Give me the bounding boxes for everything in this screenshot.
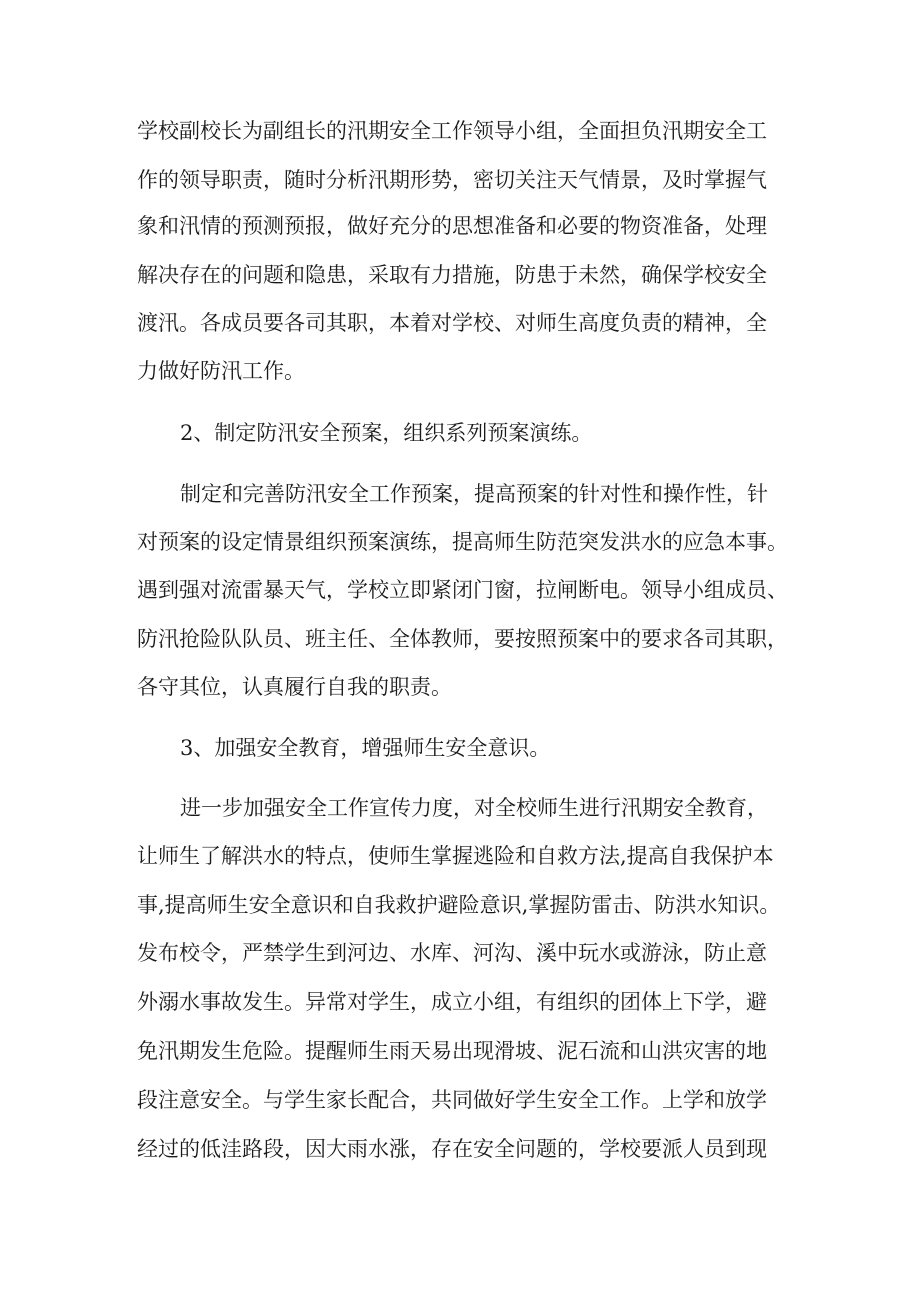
paragraph-2-line-4: 防汛抢险队队员、班主任、全体教师，要按照预案中的要求各司其职， — [137, 627, 788, 651]
paragraph-1-line-1: 学校副校长为副组长的汛期安全工作领导小组，全面担负汛期安全工 — [137, 119, 767, 143]
paragraph-3-line-4: 发布校令，严禁学生到河边、水库、河沟、溪中玩水或游泳，防止意 — [137, 941, 767, 965]
paragraph-3-line-3: 事,提高师生安全意识和自我救护避险意识,掌握防雷击、防洪水知识。 — [137, 893, 781, 917]
paragraph-3-line-1: 进一步加强安全工作宣传力度，对全校师生进行汛期安全教育， — [180, 796, 768, 820]
section-heading-3: 3、加强安全教育，增强师生安全意识。 — [180, 736, 551, 760]
paragraph-3-line-6: 免汛期发生危险。提醒师生雨天易出现滑坡、泥石流和山洪灾害的地 — [137, 1039, 767, 1063]
paragraph-3-line-5: 外溺水事故发生。异常对学生，成立小组，有组织的团体上下学，避 — [137, 990, 767, 1014]
paragraph-3-line-7: 段注意安全。与学生家长配合，共同做好学生安全工作。上学和放学 — [137, 1088, 767, 1112]
paragraph-2-line-5: 各守其位，认真履行自我的职责。 — [137, 675, 452, 699]
paragraph-1-line-6: 力做好防汛工作。 — [137, 359, 305, 383]
paragraph-3-line-2: 让师生了解洪水的特点，使师生掌握逃险和自救方法,提高自我保护本 — [137, 844, 774, 868]
paragraph-3-line-8: 经过的低洼路段，因大雨水涨，存在安全问题的，学校要派人员到现 — [137, 1137, 767, 1161]
paragraph-1-line-2: 作的领导职责，随时分析汛期形势，密切关注天气情景，及时掌握气 — [137, 168, 767, 192]
section-heading-2: 2、制定防汛安全预案，组织系列预案演练。 — [180, 421, 593, 445]
paragraph-2-line-3: 遇到强对流雷暴天气，学校立即紧闭门窗，拉闸断电。领导小组成员、 — [137, 578, 788, 602]
paragraph-1-line-4: 解决存在的问题和隐患，采取有力措施，防患于未然，确保学校安全 — [137, 263, 767, 287]
paragraph-1-line-3: 象和汛情的预测预报，做好充分的思想准备和必要的物资准备，处理 — [137, 214, 767, 238]
paragraph-1-line-5: 渡汛。各成员要各司其职，本着对学校、对师生高度负责的精神，全 — [137, 311, 767, 335]
paragraph-2-line-2: 对预案的设定情景组织预案演练，提高师生防范突发洪水的应急本事。 — [137, 530, 788, 554]
paragraph-2-line-1: 制定和完善防汛安全工作预案，提高预案的针对性和操作性，针 — [180, 482, 768, 506]
